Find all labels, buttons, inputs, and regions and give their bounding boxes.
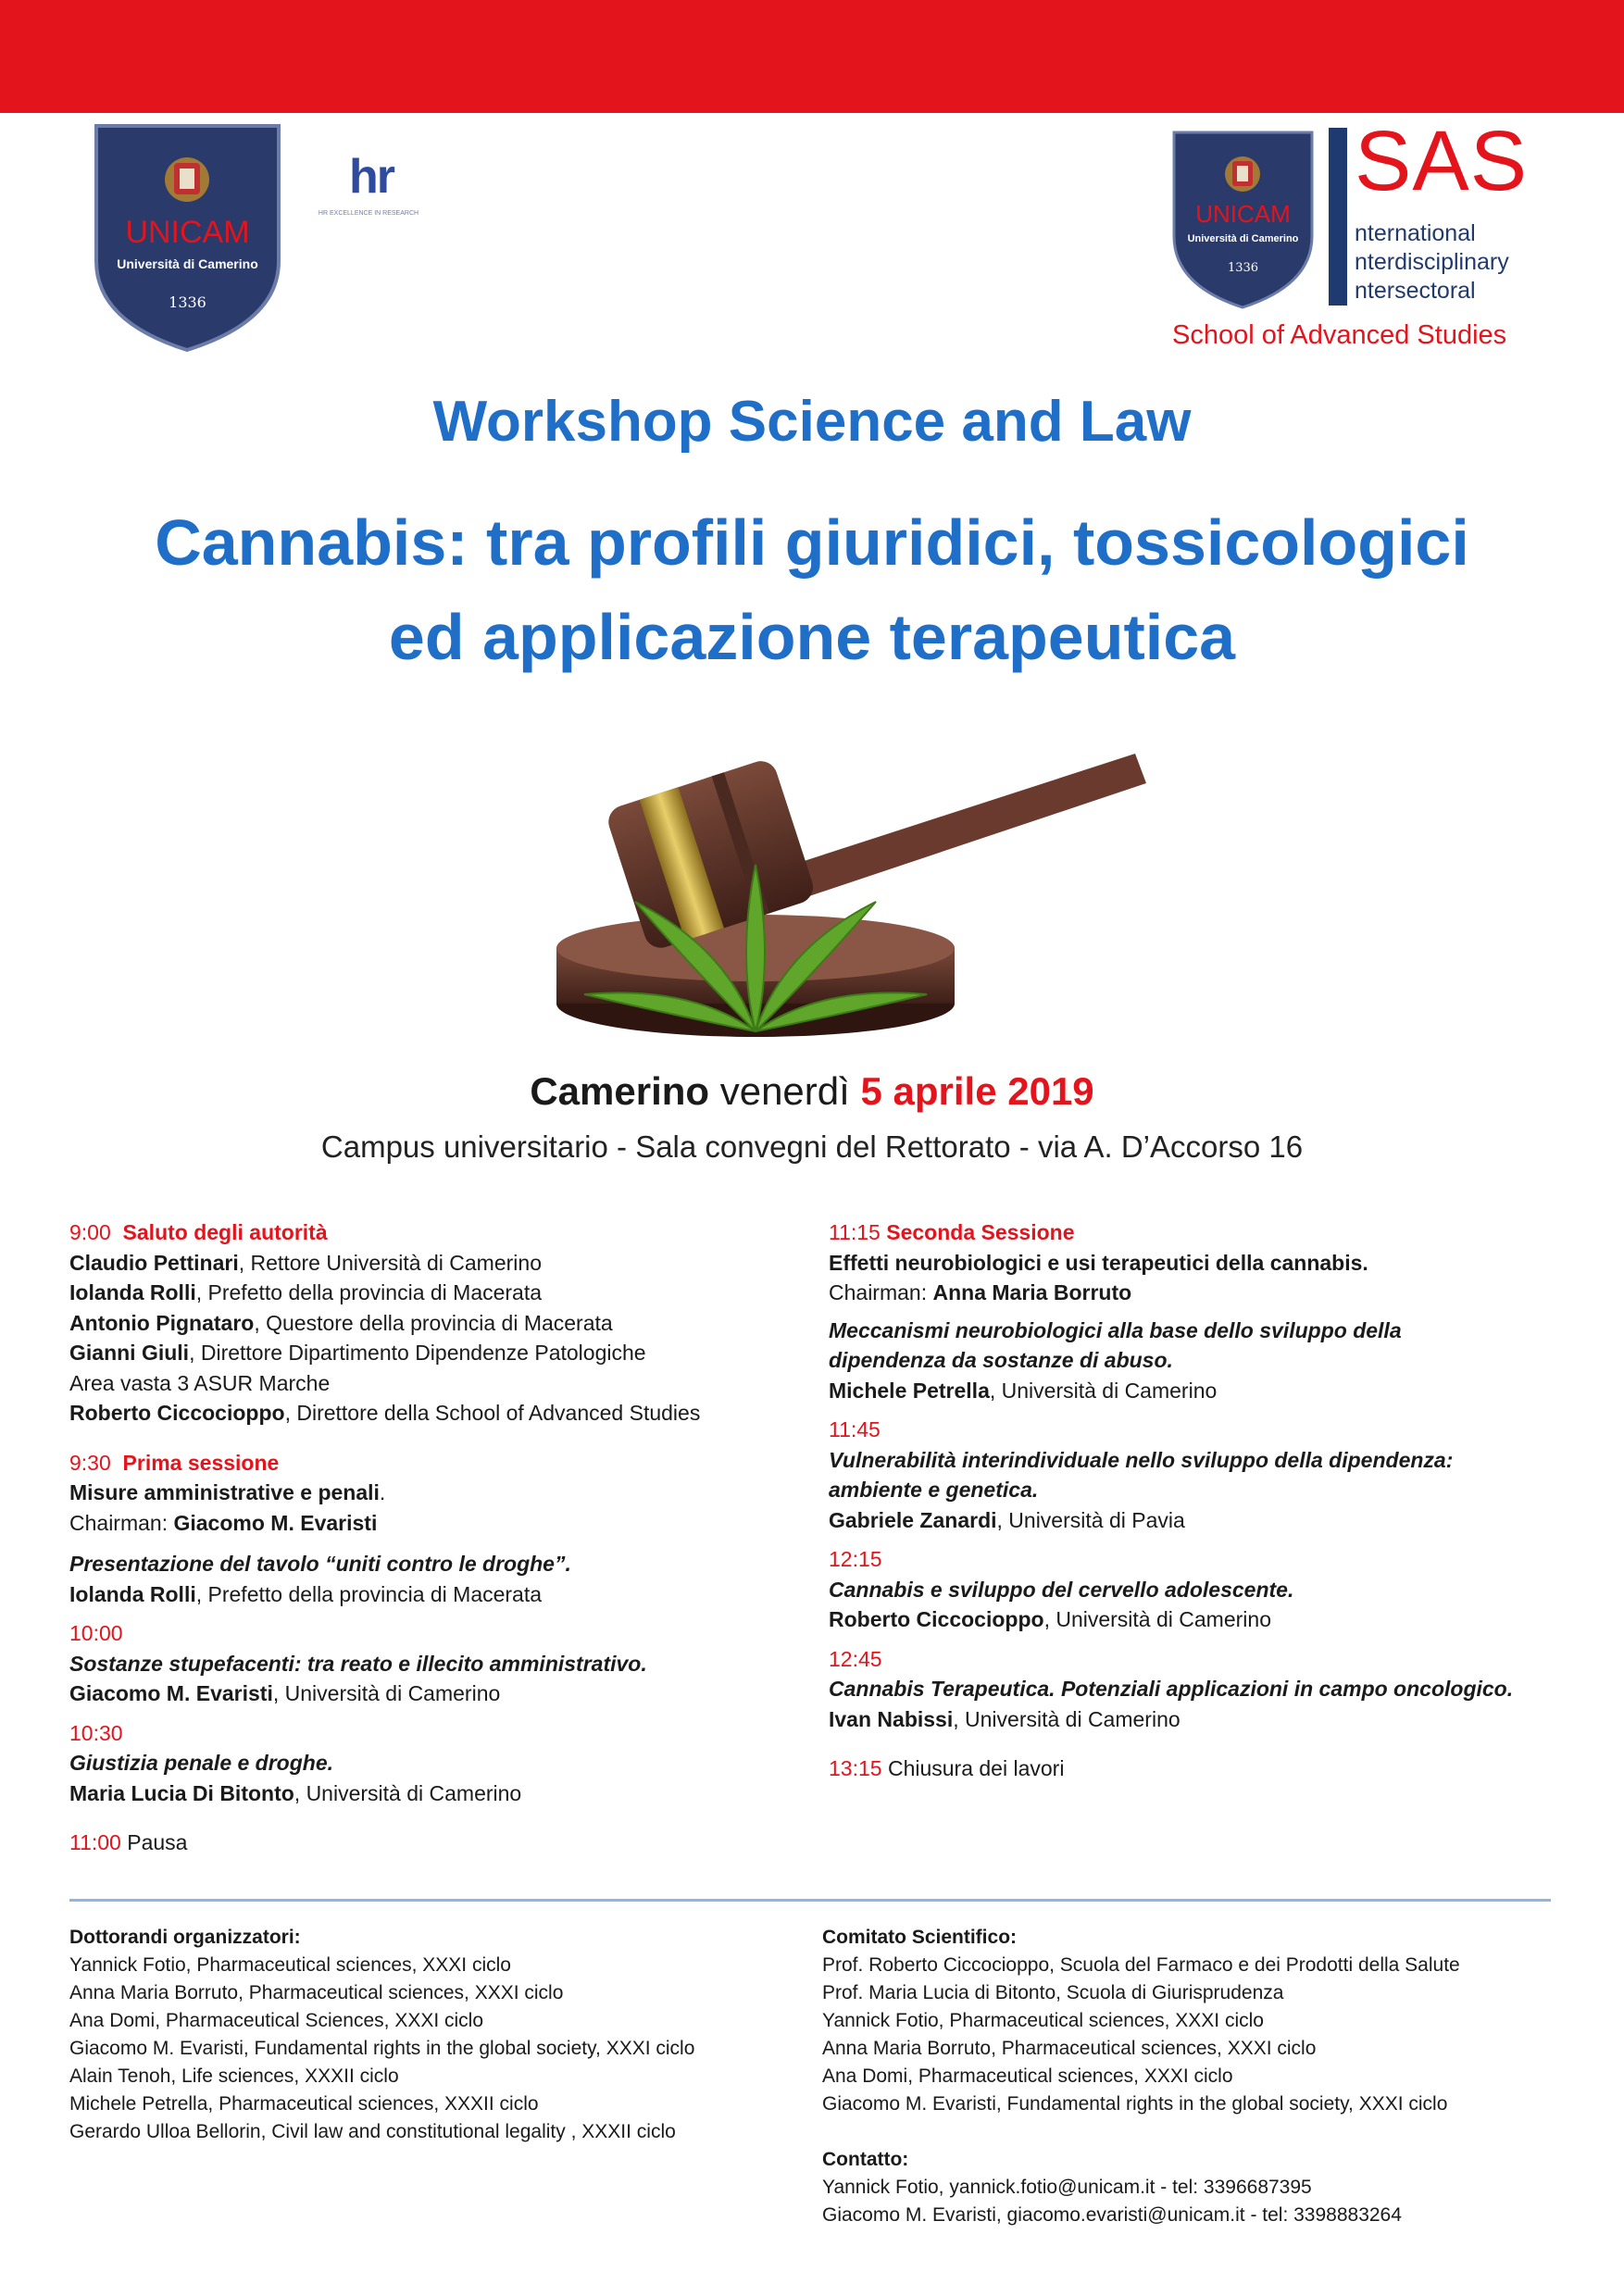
isas-school-name: School of Advanced Studies <box>1172 320 1507 350</box>
footer-divider <box>69 1899 1551 1902</box>
speaker-name: Gianni Giuli <box>69 1341 190 1365</box>
top-red-bar <box>0 0 1624 113</box>
talk-title: Vulnerabilità interindividuale nello sviluppo della dipendenza: <box>829 1447 1454 1472</box>
break-time: 11:00 <box>69 1830 121 1854</box>
talk-time: 10:00 <box>69 1621 123 1645</box>
isas-title: SAS <box>1355 114 1529 208</box>
talk-time: 12:15 <box>829 1547 882 1571</box>
talk-time: 10:30 <box>69 1720 123 1745</box>
speaker-name: Michele Petrella <box>829 1378 990 1403</box>
chairman-name: Giacomo M. Evaristi <box>173 1510 378 1535</box>
event-day: venerdì <box>719 1069 850 1113</box>
committee-item: Giacomo M. Evaristi, Fundamental rights in the global society, XXXI ciclo <box>822 2093 1448 2115</box>
workshop-title: Workshop Science and Law <box>432 390 1192 454</box>
unicam-logo-left <box>93 122 282 354</box>
organizer-item: Alain Tenoh, Life sciences, XXXII ciclo <box>69 2065 399 2087</box>
session-topic: Effetti neurobiologici e usi terapeutici della cannabis. <box>829 1250 1368 1275</box>
isas-line: nternational <box>1355 220 1476 246</box>
talk-title: Sostanze stupefacenti: tra reato e illecito amministrativo. <box>69 1651 647 1676</box>
speaker-line <box>829 1376 1597 1406</box>
speaker-name: Claudio Pettinari <box>69 1250 239 1275</box>
event-city: Camerino <box>530 1069 710 1113</box>
hr-caption: HR EXCELLENCE IN RESEARCH <box>318 210 419 217</box>
committee-item: Prof. Roberto Ciccocioppo, Scuola del Farmaco e dei Prodotti della Salute <box>822 1954 1460 1976</box>
cannabis-leaf-icon <box>580 855 931 1041</box>
committee-item: Anna Maria Borruto, Pharmaceutical sciences, XXXI ciclo <box>822 2038 1317 2059</box>
session-heading <box>69 1448 810 1479</box>
speaker-role: , Università di Camerino <box>272 1681 501 1705</box>
speaker-role: , Università di Camerino <box>989 1378 1218 1403</box>
speaker-line <box>829 1505 1597 1536</box>
speaker-line <box>829 1604 1597 1635</box>
event-date: 5 aprile 2019 <box>860 1069 1094 1113</box>
speaker-name: Iolanda Rolli <box>69 1280 196 1304</box>
committee-block <box>822 1924 1600 2229</box>
unicam-name: UNICAM <box>1195 200 1291 228</box>
session-time: 9:30 <box>69 1450 111 1475</box>
organizer-item: Ana Domi, Pharmaceutical Sciences, XXXI ciclo <box>69 2010 484 2031</box>
closing-label: Chiusura dei lavori <box>881 1756 1065 1780</box>
speaker-name: Antonio Pignataro <box>69 1310 255 1335</box>
session-title: Prima sessione <box>122 1450 280 1475</box>
gavel-cannabis-illustration <box>524 698 1154 1050</box>
unicam-year: 1336 <box>169 293 206 311</box>
organizer-item: Michele Petrella, Pharmaceutical sciences, XXXII ciclo <box>69 2093 539 2115</box>
speaker-line <box>69 1778 810 1809</box>
chairman-label: Chairman: <box>829 1280 933 1304</box>
speaker-line <box>69 1579 810 1610</box>
speaker-line <box>829 1704 1597 1735</box>
talk-title: Cannabis Terapeutica. Potenziali applicazioni in campo oncologico. <box>829 1677 1514 1701</box>
session-title: Saluto degli autorità <box>122 1220 328 1244</box>
session-topic-end: . <box>379 1480 386 1504</box>
speaker-name: Iolanda Rolli <box>69 1581 196 1606</box>
organizer-item: Yannick Fotio, Pharmaceutical sciences, XXXI ciclo <box>69 1954 511 1976</box>
speaker-name: Roberto Ciccocioppo <box>69 1401 285 1425</box>
talk-title: ambiente e genetica. <box>829 1478 1039 1502</box>
organizers-heading: Dottorandi organizzatori: <box>69 1927 301 1948</box>
chairman-line <box>69 1508 810 1539</box>
closing-time: 13:15 <box>829 1756 882 1780</box>
speaker-name: Gabriele Zanardi <box>829 1507 997 1532</box>
speaker-line <box>69 1678 810 1709</box>
break-label: Pausa <box>120 1830 188 1854</box>
session-time: 11:15 <box>829 1220 881 1244</box>
talk-title: Giustizia penale e droghe. <box>69 1751 334 1775</box>
speaker-role: , Rettore Università di Camerino <box>238 1250 542 1275</box>
talk-title: Presentazione del tavolo “uniti contro le droghe”. <box>69 1552 571 1576</box>
speaker-role: , Università di Camerino <box>1043 1607 1271 1631</box>
chairman-name: Anna Maria Borruto <box>932 1280 1132 1304</box>
event-date-line <box>0 1069 1624 1114</box>
session-title: Seconda Sessione <box>886 1220 1075 1244</box>
speaker-name: Giacomo M. Evaristi <box>69 1681 273 1705</box>
speaker-role: , Prefetto della provincia di Macerata <box>195 1581 543 1606</box>
session-heading <box>829 1217 1597 1248</box>
session-topic <box>69 1478 810 1508</box>
isas-line: nterdisciplinary <box>1355 249 1509 275</box>
committee-item: Yannick Fotio, Pharmaceutical sciences, XXXI ciclo <box>822 2010 1264 2031</box>
speaker-role: , Università di Pavia <box>996 1507 1185 1532</box>
committee-item: Prof. Maria Lucia di Bitonto, Scuola di Giurisprudenza <box>822 1982 1284 2003</box>
contact-heading: Contatto: <box>822 2149 909 2170</box>
speaker-line <box>69 1338 810 1368</box>
main-title-line-1: Cannabis: tra profili giuridici, tossicologici <box>155 506 1469 579</box>
organizer-item: Giacomo M. Evaristi, Fundamental rights in the global society, XXXI ciclo <box>69 2038 695 2059</box>
talk-title: dipendenza da sostanze di abuso. <box>829 1348 1173 1372</box>
unicam-year: 1336 <box>1227 261 1259 275</box>
talk-title: Cannabis e sviluppo del cervello adolescente. <box>829 1577 1294 1602</box>
talk-time: 12:45 <box>829 1646 882 1671</box>
speaker-role: , Direttore della School of Advanced Studies <box>284 1401 701 1425</box>
contact-item: Yannick Fotio, yannick.fotio@unicam.it - tel: 3396687395 <box>822 2177 1312 2198</box>
organizer-item: Anna Maria Borruto, Pharmaceutical sciences, XXXI ciclo <box>69 1982 564 2003</box>
speaker-name: Roberto Ciccocioppo <box>829 1607 1044 1631</box>
speaker-role: , Università di Camerino <box>953 1706 1181 1731</box>
program-right-column <box>829 1217 1597 1784</box>
speaker-role: , Università di Camerino <box>294 1780 522 1805</box>
session-heading <box>69 1217 810 1248</box>
committee-heading: Comitato Scientifico: <box>822 1927 1018 1948</box>
isas-line: ntersectoral <box>1355 278 1476 304</box>
speaker-role: , Questore della provincia di Macerata <box>254 1310 613 1335</box>
unicam-logo-right <box>1171 130 1315 310</box>
contact-item: Giacomo M. Evaristi, giacomo.evaristi@unicam.it - tel: 3398883264 <box>822 2204 1402 2226</box>
chairman-line <box>829 1278 1597 1308</box>
organizer-item: Gerardo Ulloa Bellorin, Civil law and constitutional legality , XXXII ciclo <box>69 2121 676 2142</box>
talk-title: Meccanismi neurobiologici alla base dello sviluppo della <box>829 1317 1402 1342</box>
speaker-line <box>69 1248 810 1279</box>
talk-time: 11:45 <box>829 1417 881 1441</box>
unicam-subtitle: Università di Camerino <box>1187 233 1299 244</box>
speaker-name: Ivan Nabissi <box>829 1706 954 1731</box>
committee-item: Ana Domi, Pharmaceutical sciences, XXXI ciclo <box>822 2065 1233 2087</box>
session-topic-text: Misure amministrative e penali <box>69 1480 380 1504</box>
break-line <box>69 1828 810 1858</box>
unicam-subtitle: Università di Camerino <box>117 256 258 271</box>
speaker-role-continued: Area vasta 3 ASUR Marche <box>69 1370 331 1395</box>
event-venue: Campus universitario - Sala convegni del Rettorato - via A. D’Accorso 16 <box>320 1129 1304 1164</box>
unicam-name: UNICAM <box>125 215 250 250</box>
main-title-line-2: ed applicazione terapeutica <box>388 601 1236 673</box>
chairman-label: Chairman: <box>69 1510 174 1535</box>
isas-i-bar <box>1329 128 1347 306</box>
session-time: 9:00 <box>69 1220 111 1244</box>
speaker-line <box>69 1278 810 1308</box>
hr-excellence-logo <box>318 150 419 227</box>
speaker-name: Maria Lucia Di Bitonto <box>69 1780 294 1805</box>
closing-line <box>829 1753 1597 1784</box>
speaker-role: , Prefetto della provincia di Macerata <box>195 1280 543 1304</box>
program-left-column <box>69 1217 810 1858</box>
speaker-line <box>69 1308 810 1339</box>
speaker-role: , Direttore Dipartimento Dipendenze Patologiche <box>189 1341 646 1365</box>
speaker-line <box>69 1398 810 1429</box>
organizers-block <box>69 1924 810 2146</box>
hr-mark: hr <box>349 150 394 204</box>
